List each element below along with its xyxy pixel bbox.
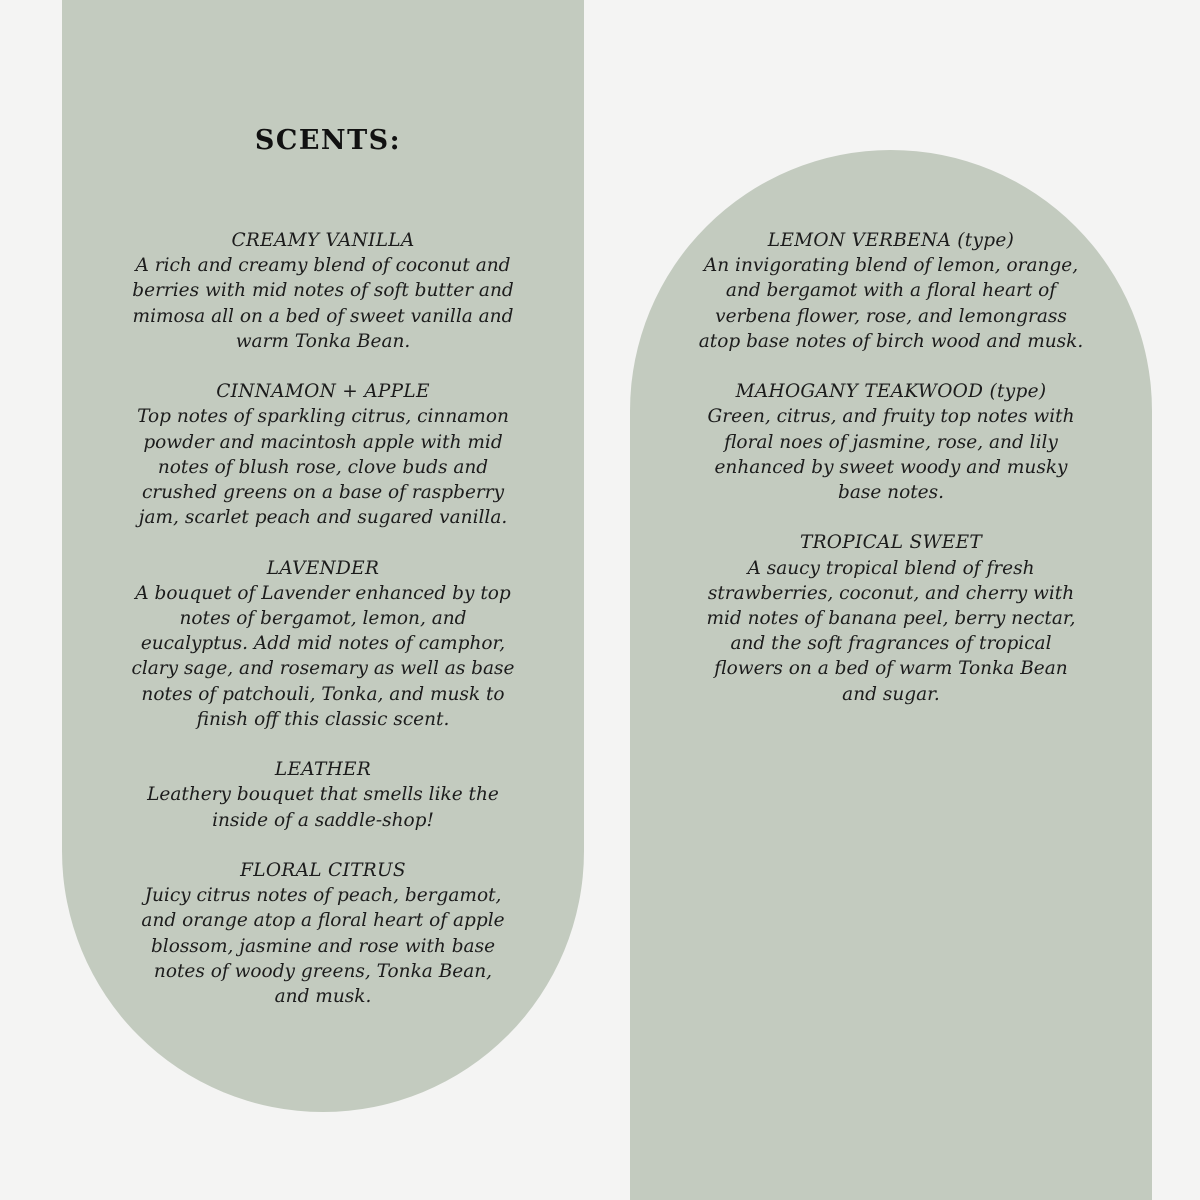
scent-lemon-verbena	[630, 228, 1152, 354]
scent-description-line: jam, scarlet peach and sugared vanilla.	[138, 507, 508, 529]
scent-description-line: mid notes of banana peel, berry nectar,	[706, 608, 1076, 630]
scent-description-line: Top notes of sparkling citrus, cinnamon	[137, 406, 509, 428]
right-scent-column	[630, 228, 1152, 732]
scent-description-line: atop base notes of birch wood and musk.	[698, 330, 1084, 352]
scent-description-line: powder and macintosh apple with mid	[143, 431, 503, 453]
scent-description-line: clary sage, and rosemary as well as base	[131, 658, 515, 680]
scent-description-line: A rich and creamy blend of coconut and	[135, 255, 511, 277]
scent-tropical-sweet	[630, 530, 1152, 706]
scent-description-line: floral noes of jasmine, rose, and lily	[724, 431, 1058, 453]
scent-description-line: A saucy tropical blend of fresh	[747, 557, 1035, 579]
scent-description-line: crushed greens on a base of raspberry	[141, 482, 505, 504]
scent-description-line: Green, citrus, and fruity top notes with	[707, 406, 1075, 428]
scent-description-line: and musk.	[274, 986, 372, 1008]
scent-description-line: berries with mid notes of soft butter and	[132, 280, 514, 302]
left-scent-column	[62, 228, 584, 1034]
scent-lavender	[62, 556, 584, 732]
scent-description-line: blossom, jasmine and rose with base	[150, 935, 496, 957]
scent-description-line: notes of bergamot, lemon, and	[179, 608, 467, 630]
scent-name: LEMON VERBENA (type)	[767, 230, 1015, 251]
scent-name: LAVENDER	[266, 557, 380, 579]
scent-description-line: warm Tonka Bean.	[235, 330, 411, 352]
scent-name: MAHOGANY TEAKWOOD (type)	[735, 381, 1047, 403]
scent-description-line: finish off this classic scent.	[196, 708, 450, 730]
scent-description-line: enhanced by sweet woody and musky	[714, 456, 1068, 478]
scent-name: LEATHER	[274, 759, 372, 781]
scent-description-line: notes of woody greens, Tonka Bean,	[153, 960, 493, 982]
scent-mahogany-teakwood	[630, 379, 1152, 505]
scent-creamy-vanilla	[62, 228, 584, 354]
scent-leather	[62, 757, 584, 833]
scent-name: TROPICAL SWEET	[799, 532, 983, 554]
scent-description-line: Leathery bouquet that smells like the	[147, 784, 499, 806]
scent-description-line: and sugar.	[842, 683, 940, 705]
scent-description-line: and bergamot with a floral heart of	[725, 280, 1057, 302]
scent-description-line: flowers on a bed of warm Tonka Bean	[714, 658, 1068, 680]
scent-floral-citrus	[62, 858, 584, 1009]
scent-description-line: eucalyptus. Add mid notes of camphor,	[140, 633, 506, 655]
scent-description-line: A bouquet of Lavender enhanced by top	[135, 582, 511, 604]
scent-description-line: notes of patchouli, Tonka, and musk to	[141, 683, 505, 705]
scent-description-line: base notes.	[837, 482, 944, 504]
scent-name: CINNAMON + APPLE	[216, 381, 430, 403]
scent-description-line: Juicy citrus notes of peach, bergamot,	[144, 885, 502, 907]
scent-description-line: verbena flower, rose, and lemongrass	[715, 305, 1067, 327]
scent-cinnamon-apple	[62, 379, 584, 530]
scent-description-line: and orange atop a floral heart of apple	[141, 910, 505, 932]
scent-description-line: mimosa all on a bed of sweet vanilla and	[132, 305, 514, 327]
scent-name: CREAMY VANILLA	[231, 230, 415, 251]
scent-description-line: inside of a saddle-shop!	[212, 809, 434, 831]
scent-description-line: notes of blush rose, clove buds and	[157, 456, 489, 478]
scents-heading: SCENTS:	[254, 125, 402, 156]
scent-description-line: strawberries, coconut, and cherry with	[707, 582, 1075, 604]
scent-description-line: An invigorating blend of lemon, orange,	[703, 255, 1079, 277]
scent-description-line: and the soft fragrances of tropical	[730, 633, 1052, 655]
scent-name: FLORAL CITRUS	[240, 860, 406, 882]
